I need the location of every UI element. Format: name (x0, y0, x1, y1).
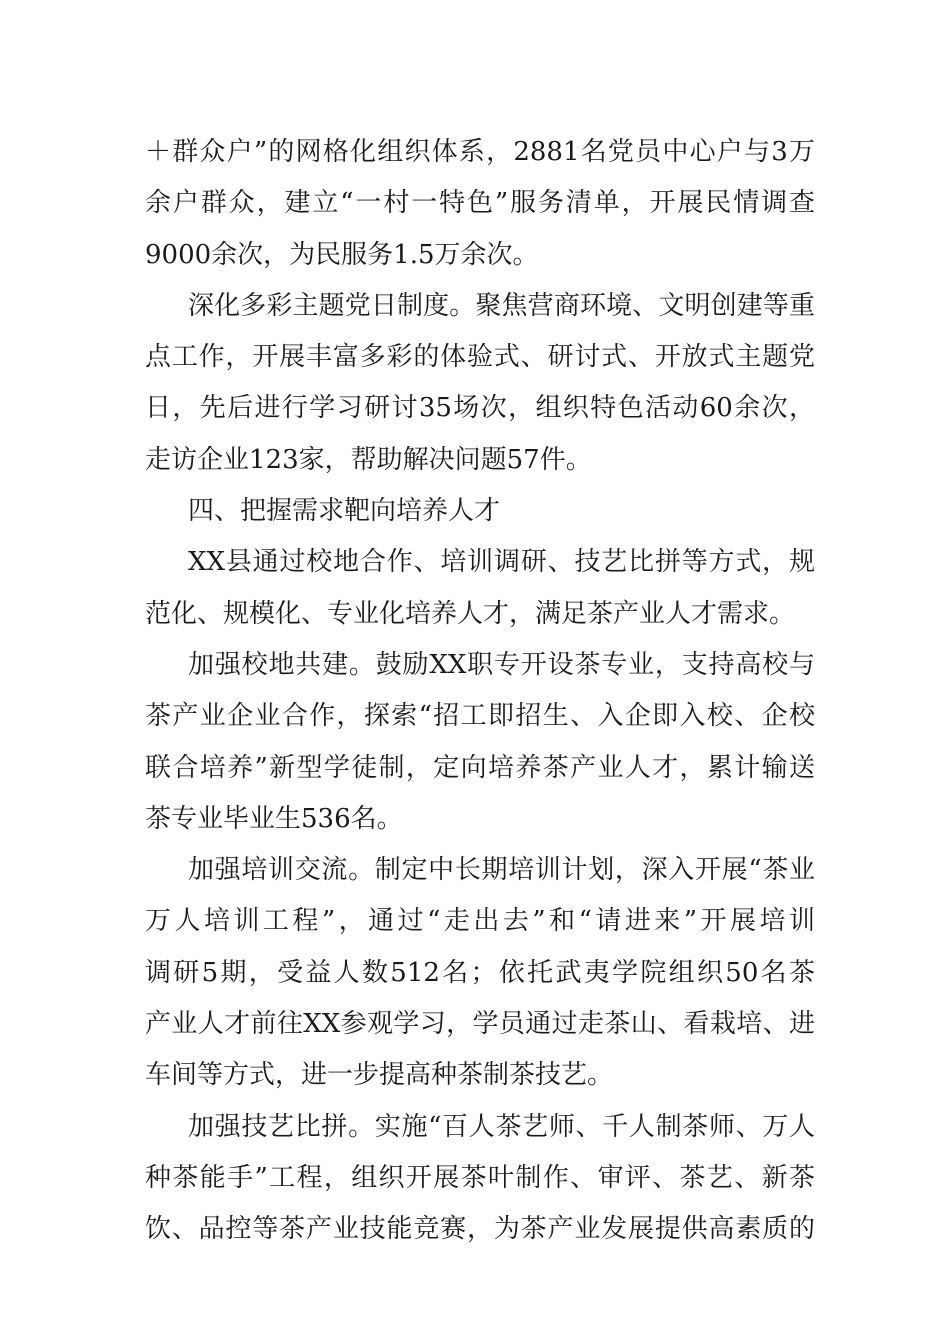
text-line: 茶产业企业合作，探索“招工即招生、入企即入校、企校 (145, 701, 815, 732)
text-line: 产业人才前往XX参观学习，学员通过走茶山、看栽培、进 (145, 1009, 815, 1040)
text-line: 万人培训工程”，通过“走出去”和“请进来”开展培训 (145, 906, 815, 937)
document-body (145, 127, 815, 1256)
text-line: 饮、品控等茶产业技能竞赛，为茶产业发展提供高素质的 (145, 1214, 815, 1245)
text-line: 走访企业123家，帮助解决问题57件。 (145, 444, 592, 475)
text-line: 9000余次，为民服务1.5万余次。 (145, 239, 539, 270)
text-line: XX县通过校地合作、培训调研、技艺比拼等方式，规 (188, 547, 815, 578)
text-line: 加强培训交流。制定中长期培训计划，深入开展“茶业 (188, 855, 815, 886)
text-line: 范化、规模化、专业化培养人才，满足茶产业人才需求。 (145, 598, 796, 629)
text-line: 深化多彩主题党日制度。聚焦营商环境、文明创建等重 (188, 290, 815, 321)
text-line: 余户群众，建立“一村一特色”服务清单，开展民情调查 (145, 188, 815, 219)
section-heading: 四、把握需求靶向培养人才 (188, 496, 501, 527)
text-line: 联合培养”新型学徒制，定向培养茶产业人才，累计输送 (145, 752, 815, 783)
text-line: 车间等方式，进一步提高种茶制茶技艺。 (145, 1060, 614, 1091)
text-line: ＋群众户”的网格化组织体系，2881名党员中心户与3万 (145, 137, 815, 167)
text-line: 加强技艺比拼。实施“百人茶艺师、千人制茶师、万人 (188, 1111, 815, 1142)
text-line: 茶专业毕业生536名。 (145, 803, 403, 834)
text-line: 日，先后进行学习研讨35场次，组织特色活动60余次， (145, 393, 815, 424)
text-line: 加强校地共建。鼓励XX职专开设茶专业，支持高校与 (188, 649, 815, 680)
text-line: 调研5期，受益人数512名；依托武夷学院组织50名茶 (145, 957, 815, 988)
text-line: 种茶能手”工程，组织开展茶叶制作、审评、茶艺、新茶 (145, 1162, 815, 1193)
text-line: 点工作，开展丰富多彩的体验式、研讨式、开放式主题党 (145, 342, 815, 373)
